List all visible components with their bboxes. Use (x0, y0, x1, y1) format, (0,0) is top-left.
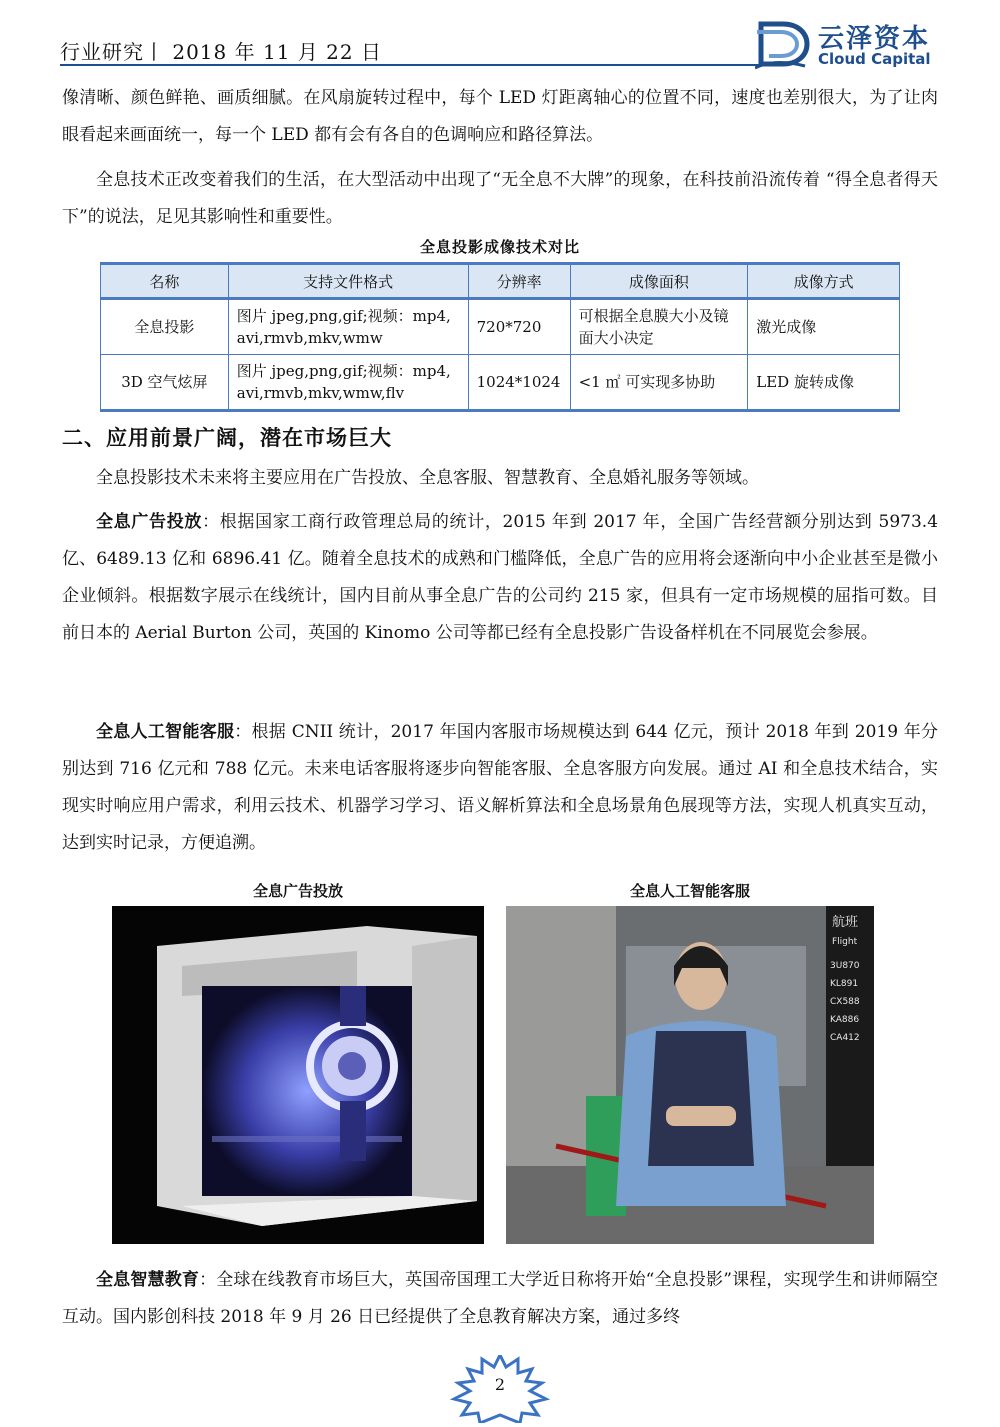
flight-board-entry: 3U870 (830, 961, 860, 971)
table-row (101, 299, 900, 355)
paragraph-text: ：根据国家工商行政管理总局的统计，2015 年到 2017 年，全国广告经营额分别达到 5973.4 亿、6489.13 亿和 6896.41 亿。随着全息技术的成熟和门槛降低，全息广告的应用将会逐渐向中小企业甚至是微小企业倾斜。根据数字展示在线统计，国内目前从事全息广告的公司约 215 家，但具有一定市场规模的屈指可数。目前日本的 Aerial Burton 公司，英国的 Kinomo 公司等都已经有全息投影广告设备样机在不同展览会参展。 (62, 512, 939, 643)
page-number-badge (450, 1355, 550, 1423)
table-cell: 1024*1024 (468, 355, 570, 411)
table-header-cell: 成像面积 (570, 264, 748, 299)
flight-board-label: Flight (832, 937, 858, 947)
flight-board-entry: KL891 (830, 979, 859, 989)
logo-text-cn: 云泽资本 (818, 24, 931, 54)
flight-board-entry: KA886 (830, 1015, 860, 1025)
table-header-cell: 成像方式 (748, 264, 900, 299)
table-header-cell: 分辨率 (468, 264, 570, 299)
table-cell: 720*720 (468, 299, 570, 355)
paragraph-led-fan: 像清晰、颜色鲜艳、画质细腻。在风扇旋转过程中，每个 LED 灯距离轴心的位置不同，速度也差别很大，为了让肉眼看起来画面统一，每一个 LED 都有会有各自的色调响应和路径算法。 (62, 88, 938, 145)
flight-board-entry: CX588 (830, 997, 860, 1007)
paragraph-holo-education (62, 1262, 938, 1336)
cloud-capital-logo-icon (755, 18, 811, 70)
paragraph-intro: 全息投影技术未来将主要应用在广告投放、全息客服、智慧教育、全息婚礼服务等领域。 (96, 468, 759, 488)
paragraph-label: 全息智慧教育 (96, 1270, 200, 1290)
figure-caption-right: 全息人工智能客服 (629, 882, 750, 900)
holo-watch-illustration (112, 906, 484, 1244)
paragraph-holo-ai-service (62, 714, 938, 862)
figure-holo-ai-service (506, 906, 874, 1244)
paragraph-text: ：全球在线教育市场巨大，英国帝国理工大学近日称将开始“全息投影”课程，实现学生和讲师隔空互动。国内影创科技 2018 年 9 月 26 日已经提供了全息教育解决方案，通过多终 (62, 1270, 938, 1327)
comparison-table (100, 262, 900, 412)
page-header (60, 24, 940, 72)
flight-board-title: 航班 (832, 915, 859, 930)
table-cell: 3D 空气炫屏 (101, 355, 229, 411)
paragraph-holo-life: 全息技术正改变着我们的生活，在大型活动中出现了“无全息不大牌”的现象，在科技前沿流传着 “得全息者得天下”的说法，足见其影响性和重要性。 (62, 170, 938, 227)
section-heading: 二、应用前景广阔，潜在市场巨大 (62, 425, 392, 450)
table-cell: 图片 jpeg,png,gif;视频：mp4, avi,rmvb,mkv,wmw (228, 299, 468, 355)
header-title: 行业研究丨 2018 年 11 月 22 日 (60, 40, 382, 64)
table-cell: LED 旋转成像 (748, 355, 900, 411)
table-header-cell: 支持文件格式 (228, 264, 468, 299)
table-header-row (101, 264, 900, 299)
table-cell: 全息投影 (101, 299, 229, 355)
flight-board-entry: CA412 (830, 1033, 860, 1043)
table-cell: 可根据全息膜大小及镜面大小决定 (570, 299, 748, 355)
table-cell: <1 ㎡ 可实现多协助 (570, 355, 748, 411)
page-number: 2 (494, 1375, 506, 1394)
figure-holo-watch-display (112, 906, 484, 1244)
paragraph-label: 全息广告投放 (96, 512, 203, 532)
paragraph-text: ：根据 CNII 统计，2017 年国内客服市场规模达到 644 亿元，预计 2018 年到 2019 年分别达到 716 亿元和 788 亿元。未来电话客服将逐步向智能客服、全息客服方向发展。通过 AI 和全息技术结合，实现实时响应用户需求，利用云技术、机器学习学习、语义解析算法和全息场景角色展现等方法，实现人机真实互动，达到实时记录，方便追溯。 (62, 722, 938, 853)
header-rule (60, 64, 760, 66)
figure-caption-left: 全息广告投放 (252, 882, 343, 900)
logo-text-en: Cloud Capital (818, 50, 931, 68)
table-cell: 激光成像 (748, 299, 900, 355)
table-cell: 图片 jpeg,png,gif;视频：mp4, avi,rmvb,mkv,wmw,flv (228, 355, 468, 411)
paragraph-label: 全息人工智能客服 (96, 722, 235, 742)
table-row (101, 355, 900, 411)
table-caption: 全息投影成像技术对比 (419, 238, 580, 256)
holo-service-illustration (506, 906, 874, 1244)
table-header-cell: 名称 (101, 264, 229, 299)
paragraph-holo-ads (62, 504, 938, 652)
